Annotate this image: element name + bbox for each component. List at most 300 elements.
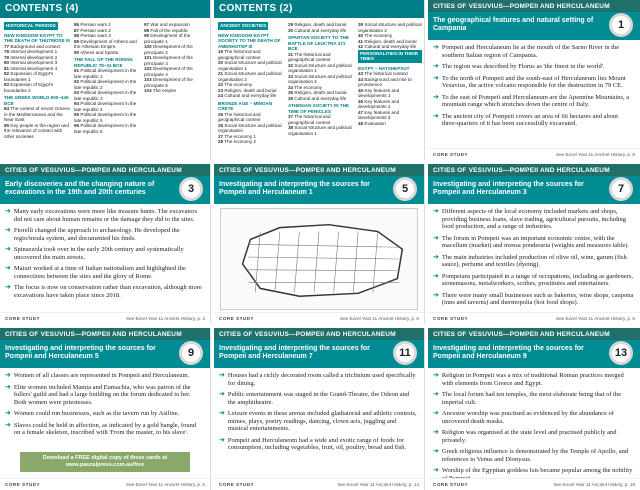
contents-item-label: The historical and geographical context (218, 111, 261, 122)
section-heading: ATHENIAN SOCIETY IN THE TIME OF PERICLES (288, 103, 350, 114)
contents-item-label: Evaluation (364, 120, 386, 126)
contents-item (218, 71, 284, 82)
arrow-icon: ➔ (433, 271, 439, 280)
contents-item-label: Internal development 1 (10, 49, 58, 54)
contents-item-number: 22 (218, 82, 224, 87)
contents-item-number: 20 (218, 60, 224, 65)
contents-column (358, 22, 422, 148)
contents-item-number: 95 (74, 112, 80, 117)
arrow-icon: ➔ (5, 283, 11, 291)
contents-item-number: 96 (74, 123, 80, 128)
bullet-point (219, 372, 418, 387)
bullet-text: Greek religious influence is demonstrated by the Temple of Apollo, and references to Venus and Dionysus. (441, 448, 629, 463)
contents-item-label: War and expansion (150, 22, 190, 27)
contents-item-number: 79 (4, 54, 10, 60)
contents-item-number: 81 (4, 65, 10, 71)
contents-item-label: Development of the principate 2 (144, 44, 193, 55)
bullet-text: Maiuri worked at a time of Italian nationalism and highlighted the connections between the sites and the glory of Rome. (13, 265, 186, 280)
contents-item-label: Background and context (10, 43, 60, 49)
contents-item-label: The historical and geographical context (218, 49, 261, 60)
contents-item-label: Key features and developments 1 (358, 87, 400, 98)
contents-item-label: Internal development 3 (10, 60, 58, 65)
contents-item-number: 104 (144, 88, 152, 93)
contents-item-number: 34 (288, 84, 294, 90)
contents-list (4, 22, 206, 148)
contents-item-label: Persian wars 1 (80, 22, 111, 27)
arrow-icon: ➔ (433, 252, 439, 261)
card-body (219, 372, 418, 476)
contents-item-number: 85 (4, 122, 10, 128)
contents-item-label: The economy 2 (224, 139, 256, 144)
contents-item (288, 74, 354, 85)
contents-item (4, 71, 70, 82)
arrow-icon: ➔ (5, 382, 11, 391)
bullet-text: Slaves could be held in affection, as indicated by a gold bangle, found on a female skeleton, inscribed with 'From the master, to his slave'. (13, 421, 197, 436)
contents-item-number: 93 (74, 90, 80, 95)
bullet-text: Women of all classes are represented in Pompeii and Herculaneum. (13, 372, 190, 379)
contents-item-number: 90 (74, 49, 80, 55)
contents-item-label: Persian wars 2 (80, 27, 111, 33)
arrow-icon: ➔ (433, 290, 439, 299)
arrow-icon: ➔ (433, 409, 439, 417)
arrow-icon: ➔ (433, 62, 439, 70)
contents-item-number: 28 (218, 139, 224, 144)
arrow-icon: ➔ (219, 409, 225, 417)
arrow-icon: ➔ (5, 409, 11, 417)
contents-title: CONTENTS (4) (0, 0, 210, 18)
bullet-text: The main industries included production of olive oil, wine, garum (fish sauce), perfume and textiles (dyeing). (441, 253, 627, 268)
contents-item-label: Persian wars 3 (80, 33, 111, 38)
bullet-text: There were many small businesses such as bakeries, wine shops, caupona (inns and taverns) and thermopolia (hot food shops). (441, 291, 634, 306)
map-figure (220, 208, 418, 310)
study-card-5 (214, 164, 425, 324)
contents-item (74, 101, 140, 112)
contents-item-label: The historical context (364, 71, 408, 76)
contents-item-label: The economy 1 (224, 133, 256, 139)
contents-item-label: Key people in the region and the relevance of contact with other societies (4, 122, 69, 139)
card-subheading: The geographical features and natural setting of Campania (428, 12, 640, 40)
contents-item-number: 46 (358, 98, 364, 104)
contents-item-label: The economy (224, 82, 253, 87)
contents-item-number: 48 (358, 120, 364, 126)
card-subheading: Investigating and interpreting the sources for Pompeii and Herculaneum 7 (214, 340, 424, 368)
contents-item-label: Key features and developments 2 (358, 98, 400, 109)
arrow-icon: ➔ (5, 264, 11, 272)
contents-item (288, 52, 354, 63)
arrow-icon: ➔ (5, 371, 11, 379)
bullet-point (433, 429, 634, 444)
contents-item-label: Political development in the late republic 4 (74, 101, 137, 112)
bullet-text: Religion in Pompeii was a mix of traditional Roman practices merged with elements from Greece and Egypt. (441, 372, 624, 387)
bullet-point (5, 422, 204, 437)
card-header: CITIES OF VESUVIUS—POMPEII AND HERCULANEUM (428, 0, 640, 12)
bullet-point (5, 265, 204, 280)
bullet-point (5, 208, 204, 223)
arrow-icon: ➔ (433, 233, 439, 242)
contents-item-label: Religion, death and burial (294, 90, 347, 95)
contents-item-number: 42 (358, 44, 364, 49)
card-subheading: Investigating and interpreting the sources for Pompeii and Herculaneum 9 (428, 340, 640, 368)
contents-item-label: Political development in the late republic 3 (74, 90, 137, 101)
bullet-point (433, 235, 634, 250)
page-reference: See Excel Year 11 Ancient History, p. 5 (340, 316, 419, 321)
card-subheading: Investigating and interpreting the sources for Pompeii and Herculaneum 1 (214, 176, 424, 204)
contents-item-number: 27 (218, 133, 224, 139)
contents-item-number: 35 (288, 90, 294, 95)
card-number-badge: 9 (179, 341, 203, 365)
contents-card-4 (0, 0, 211, 160)
card-footer (428, 478, 640, 490)
contents-item (218, 112, 284, 123)
contents-item-number: 94 (74, 101, 80, 106)
bullet-point (5, 372, 204, 380)
bullet-point (433, 391, 634, 406)
bullet-point (433, 113, 634, 128)
bullet-text: Pompeii and Herculaneum lie at the mouth of the Sarno River in the southern Italian region of Campania. (441, 44, 620, 59)
arrow-icon: ➔ (433, 447, 439, 455)
contents-item-label: Cultural and everyday life (294, 95, 347, 101)
contents-item-number: 82 (4, 71, 10, 76)
card-number-badge: 7 (609, 177, 633, 201)
contents-list (218, 22, 420, 148)
contents-item (144, 44, 208, 55)
contents-item (358, 88, 422, 99)
contents-item-number: 102 (144, 66, 152, 71)
contents-item-number: 84 (4, 106, 10, 111)
page-reference: See Excel Year 11 Ancient History, p. 5 (126, 482, 205, 487)
bullet-point (5, 410, 204, 418)
bullet-point (219, 437, 418, 452)
contents-card-2 (214, 0, 425, 160)
contents-column (74, 22, 140, 148)
section-heading: NEW KINGDOM EGYPT SOCIETY TO THE DEATH OF AMENHOTEP III (218, 32, 281, 49)
card-subheading: Investigating and interpreting the sources for Pompeii and Herculaneum 3 (428, 176, 640, 204)
card-footer (428, 312, 640, 324)
bullet-point (433, 254, 634, 269)
contents-item-label: Religion, death and burial (224, 87, 277, 93)
bullet-text: Pompeii and Herculaneum had a wide and exotic range of foods for consumption, including vegetables, fruit, oil, poultry, bread and fish. (227, 436, 407, 451)
contents-item (4, 106, 70, 123)
contents-item (218, 60, 284, 71)
arrow-icon: ➔ (433, 111, 439, 120)
bullet-text: Elite women included Mamia and Eumachia, who was patron of the fullers' guild and had a large building on the forum dedicated to her. Both women were priestesses. (13, 383, 191, 406)
contents-item-label: The economy (364, 33, 393, 38)
bullet-text: Public entertainment was staged in the Grand-Theatre, the Odeon and the amphitheatre. (227, 391, 410, 406)
contents-column (218, 22, 284, 148)
bullet-point (433, 273, 634, 288)
download-banner: Download a FREE digital copy of these cards at www.pascalpress.com.au/free (20, 452, 190, 472)
core-study-label: CORE STUDY (5, 482, 41, 487)
contents-item-label: Expansion of Egypt's boundaries 2 (4, 82, 54, 93)
contents-item-label: Social structure and political organisation 1 (288, 125, 352, 136)
bullet-text: The forum in Pompeii was an important economic centre, with the macellum (market) and mensa ponderaria (weights and measures table). (441, 234, 630, 249)
arrow-icon: ➔ (433, 92, 439, 101)
page-reference: See Excel Year 11 Ancient History, p. 6 (556, 316, 635, 321)
contents-item (288, 63, 354, 74)
bullet-point (219, 410, 418, 433)
bullet-point (5, 384, 204, 407)
contents-item (358, 77, 422, 88)
page-reference: See Excel Year 11 Ancient History, p. 8 (556, 152, 635, 157)
contents-item (4, 82, 70, 93)
bullet-point (433, 63, 634, 71)
contents-item-label: Athens and Sparta (80, 49, 119, 55)
arrow-icon: ➔ (433, 390, 439, 398)
bullet-text: Leisure events in these arenas included gladiatorial and athletic contests, mimes, plays, poetry readings, dancing, clown acts, juggling and musical entertainments. (227, 410, 417, 432)
arrow-icon: ➔ (433, 207, 439, 215)
bullet-point (433, 44, 634, 59)
contents-column (144, 22, 208, 148)
bullet-text: The region was described by Florus as 'the finest in the world'. (441, 63, 605, 70)
contents-item-number: 38 (288, 125, 294, 130)
bullet-text: Houses had a richly decorated room called a triclinium used specifically for dining. (227, 372, 416, 387)
contents-item-label: Expansion of Egypt's boundaries 1 (4, 71, 54, 82)
card-number-badge: 1 (609, 13, 633, 37)
arrow-icon: ➔ (433, 466, 439, 474)
contents-item (144, 33, 208, 44)
page-reference: See Excel Year 11 Ancient History, p. 4 (126, 316, 205, 321)
contents-item-number: 89 (74, 38, 80, 44)
card-number-badge: 13 (609, 341, 633, 365)
contents-item-number: 39 (358, 22, 364, 27)
contents-item-label: Political development in the late republic 2 (74, 79, 137, 90)
contents-item-number: 40 (358, 33, 364, 38)
study-card-11 (214, 328, 425, 490)
card-body (5, 208, 204, 310)
contents-item-label: Social structure and political organisation 2 (218, 71, 282, 82)
contents-item-number: 23 (218, 87, 224, 93)
contents-item-label: Key features and developments 3 (358, 109, 400, 120)
contents-item-number: 33 (288, 73, 294, 79)
contents-item-number: 80 (4, 60, 10, 65)
contents-item (218, 49, 284, 60)
card-number-badge: 5 (393, 177, 417, 201)
contents-item-label: Development of the principate 1 (144, 33, 191, 44)
contents-item-label: Background and rise to prominence (358, 76, 412, 87)
contents-item-number: 101 (144, 55, 152, 60)
city-plan-map (221, 209, 417, 309)
page-reference: See Excel Year 11 Ancient History, p. 16 (553, 482, 635, 487)
arrow-icon: ➔ (5, 245, 11, 253)
section-banner: ANCIENT SOCIETIES (220, 23, 267, 28)
bullet-text: Spinazzola took over in the early 20th century and systematically uncovered the main streets. (13, 246, 184, 261)
contents-item-number: 25 (218, 111, 224, 117)
contents-item (74, 39, 140, 50)
contents-item (358, 110, 422, 121)
section-banner: HISTORICAL PERIODS (6, 23, 56, 28)
contents-item (358, 99, 422, 110)
arrow-icon: ➔ (219, 435, 225, 444)
contents-item (218, 123, 284, 134)
core-study-label: CORE STUDY (433, 152, 469, 157)
contents-item-number: 36 (288, 95, 294, 101)
contents-item-label: Development of Athens and the Athenian Empire (74, 38, 137, 49)
bullet-text: Women could run businesses, such as the tavern run by Asiline. (13, 410, 180, 417)
card-footer (214, 478, 424, 490)
contents-item-label: Development of the principate 4 (144, 66, 193, 77)
card-header: CITIES OF VESUVIUS—POMPEII AND HERCULANEUM (428, 328, 640, 340)
contents-item-label: The historical and geographical context (288, 51, 331, 62)
bullet-point (433, 410, 634, 425)
section-heading: SPARTAN SOCIETY TO THE BATTLE OF LEUCTRA 371 BCE (288, 35, 349, 51)
contents-item-label: The context of recent Greece in the Mediterranean and the Near East (4, 106, 70, 122)
bullet-text: Religion was organised at the state level and practised publicly and privately. (441, 429, 617, 444)
contents-item (218, 139, 284, 145)
bullet-text: Worship of the Egyptian goddess Isis became popular among the nobility (441, 467, 633, 474)
contents-item-label: Political development in the late republic 1 (74, 68, 137, 79)
bullet-text: To the north of Pompeii and the south-east of Herculaneum lies Mount Vesuvius, the active volcano responsible for the destruction in 79 CE. (441, 74, 626, 89)
contents-item (288, 28, 354, 34)
contents-column (4, 22, 70, 148)
bullet-text: The ancient city of Pompeii covers an area of 66 hectares and about three-quarters of it has been successfully excavated. (441, 112, 619, 127)
core-study-label: CORE STUDY (433, 316, 469, 321)
contents-item-label: Development of the principate 5 (144, 77, 193, 88)
contents-item-label: Social structure and political organisation 1 (288, 62, 352, 73)
study-card-13 (428, 328, 640, 490)
contents-item-label: Political development in the late republic 5 (74, 112, 137, 123)
card-body (433, 44, 634, 146)
card-footer (0, 312, 210, 324)
arrow-icon: ➔ (433, 428, 439, 436)
card-footer (428, 148, 640, 160)
bullet-text: Different aspects of the local economy included markets and shops, providing business loans, slave trading, agricultural pursuits, including food production, and a range of industries. (441, 208, 627, 230)
study-card-9 (0, 328, 211, 490)
contents-item-label: Religion, death and burial (294, 22, 347, 27)
card-subheading: Early discoveries and the changing nature of excavations in the 19th and 20th centuries (0, 176, 210, 204)
bullet-point (219, 391, 418, 406)
section-heading: EGYPT – HATSHEPSUT (358, 65, 410, 71)
contents-item-number: 77 (4, 43, 10, 49)
contents-item-number: 41 (358, 38, 364, 44)
contents-item (4, 123, 70, 140)
card-subheading: Investigating and interpreting the sources for Pompeii and Herculaneum 5 (0, 340, 210, 368)
contents-item-label: Cultural and everyday life (364, 44, 417, 49)
contents-title: CONTENTS (2) (214, 0, 424, 18)
contents-item (74, 50, 140, 56)
bullet-point (433, 292, 634, 307)
bullet-text: Ancestor worship was practised as evidenced by the abundance of uncovered death masks. (441, 410, 614, 425)
card-footer (214, 312, 424, 324)
contents-item-label: Social structure and political organisation 2 (358, 22, 422, 33)
contents-item-number: 45 (358, 87, 364, 93)
study-card-3 (0, 164, 211, 324)
contents-item-label: Fall of the republic (150, 27, 188, 33)
core-study-label: CORE STUDY (219, 482, 255, 487)
contents-item-label: Cultural and everyday life (224, 93, 277, 98)
card-header: CITIES OF VESUVIUS—POMPEII AND HERCULANEUM (214, 164, 424, 176)
contents-item (288, 96, 354, 102)
study-card-1 (428, 0, 640, 160)
contents-item-label: Social structure and political organisation (218, 122, 282, 133)
card-header: CITIES OF VESUVIUS—POMPEII AND HERCULANEUM (428, 164, 640, 176)
contents-item-label: The economy (294, 84, 323, 90)
contents-item-number: 99 (144, 33, 150, 38)
contents-item-label: The empire (152, 88, 177, 93)
contents-item-label: Social structure and political organisation 1 (218, 60, 282, 71)
contents-item-number: 30 (288, 27, 294, 33)
contents-item-label: Social structure and political organisation 2 (288, 73, 352, 84)
contents-item-number: 29 (288, 22, 294, 27)
contents-item (358, 22, 422, 33)
arrow-icon: ➔ (433, 371, 439, 379)
bullet-point (433, 208, 634, 231)
bullet-point (433, 448, 634, 463)
contents-item (144, 77, 208, 88)
contents-item-number: 103 (144, 77, 152, 82)
bullet-point (433, 372, 634, 387)
contents-item-number: 87 (74, 27, 80, 33)
bullet-point (5, 284, 204, 299)
card-body (433, 372, 634, 476)
contents-item (74, 123, 140, 134)
contents-item (144, 55, 208, 66)
card-footer (0, 478, 210, 490)
contents-item-number: 78 (4, 49, 10, 54)
contents-item (74, 112, 140, 123)
contents-item-number: 86 (74, 22, 80, 27)
contents-item-number: 47 (358, 109, 364, 115)
contents-item (74, 90, 140, 101)
bullet-text: The local forum had ten temples, the most elaborate being that of the imperial cult. (441, 391, 622, 406)
contents-item-label: Internal development 4 (10, 65, 58, 71)
bullet-point (433, 75, 634, 90)
contents-item-number: 83 (4, 82, 10, 87)
study-card-7 (428, 164, 640, 324)
section-heading: BRONZE AGE – MINOAN CRETE (218, 100, 273, 111)
section-heading: THE GREEK WORLD 500–440 BCE (4, 95, 69, 106)
arrow-icon: ➔ (433, 73, 439, 82)
contents-item-number: 26 (218, 122, 224, 128)
contents-item-number: 37 (288, 114, 294, 119)
contents-item (74, 79, 140, 90)
contents-column (288, 22, 354, 148)
bullet-point (5, 227, 204, 242)
bullet-point (433, 94, 634, 109)
arrow-icon: ➔ (5, 420, 11, 429)
contents-item (358, 121, 422, 127)
contents-item-number: 92 (74, 79, 80, 84)
card-header: CITIES OF VESUVIUS—POMPEII AND HERCULANEUM (214, 328, 424, 340)
card-number-badge: 11 (393, 341, 417, 365)
contents-item-number: 24 (218, 93, 224, 98)
contents-item-label: Cultural and everyday life (294, 27, 347, 33)
core-study-label: CORE STUDY (433, 482, 469, 487)
contents-item (144, 66, 208, 77)
contents-item-number: 31 (288, 51, 294, 57)
bullet-text: Fiorelli changed the approach to archaeology. He developed the regio/insula system, and documented his finds. (13, 227, 180, 242)
contents-item-label: Development of the principate 3 (144, 55, 193, 66)
contents-item (288, 125, 354, 136)
contents-item-label: Religion, death and burial (364, 38, 417, 44)
contents-item-number: 19 (218, 49, 224, 54)
arrow-icon: ➔ (5, 207, 11, 215)
arrow-icon: ➔ (219, 390, 225, 398)
contents-item-number: 88 (74, 33, 80, 38)
core-study-label: CORE STUDY (219, 316, 255, 321)
bullet-text: Many early excavations were more like treasure hunts. The excavators did not care about human remains or the damage they did to the sites. (13, 208, 198, 223)
contents-item-label: Internal development 2 (10, 54, 58, 60)
bullet-text: To the east of Pompeii and Herculaneum are the Apennine Mountains, a mountain range which stretches down the centre of Italy. (441, 93, 630, 108)
bullet-point (5, 246, 204, 261)
city-wall-outline (243, 225, 403, 297)
contents-item-label: Political development in the late republic 6 (74, 123, 137, 134)
bullet-text: Pompeians participated in a range of occupations, including as gardeners, stonemasons, metalworkers, scribes, prostitutes and entertainers. (441, 272, 634, 287)
contents-item-label: The historical and geographical context (288, 114, 331, 125)
contents-item (74, 68, 140, 79)
section-banner: PERSONALITIES IN THEIR TIMES (358, 50, 422, 63)
card-number-badge: 3 (179, 177, 203, 201)
contents-item-number: 91 (74, 68, 80, 73)
